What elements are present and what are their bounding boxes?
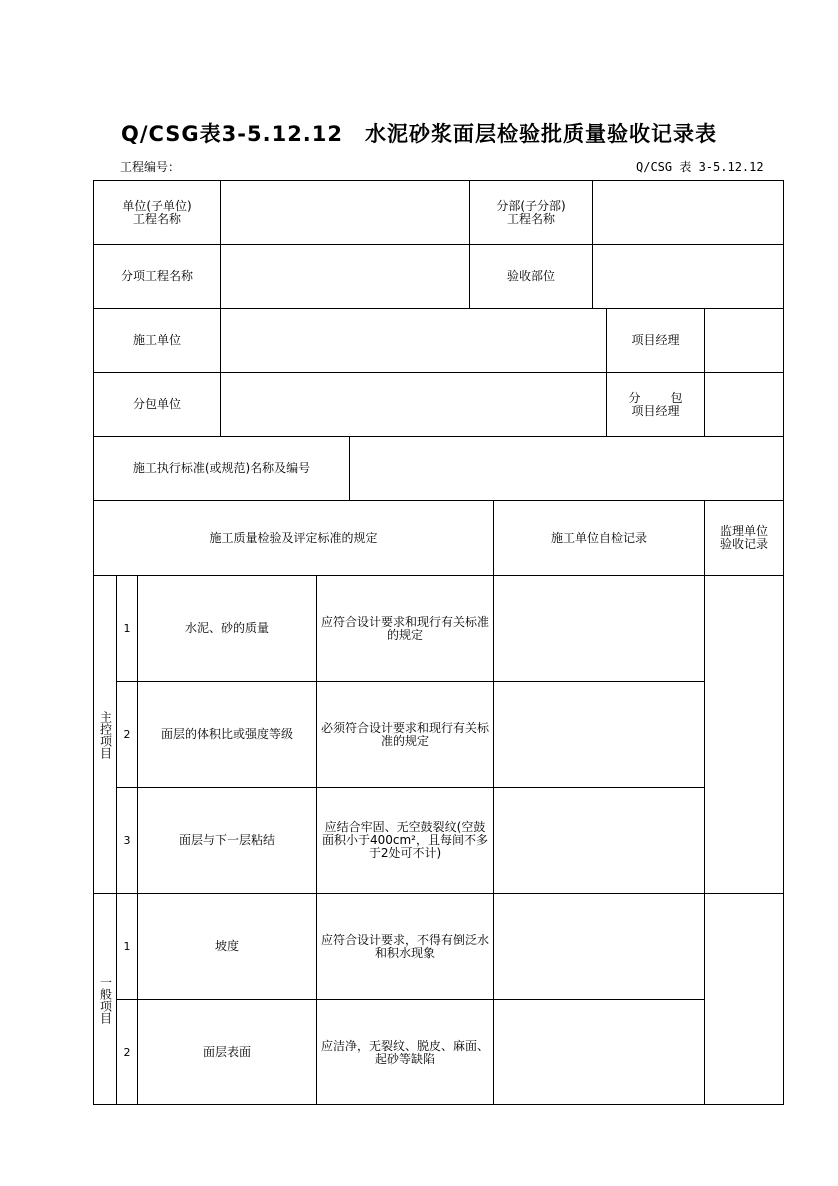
subcontract-unit-label: 分包单位 — [132, 397, 181, 411]
item-project-value[interactable] — [221, 245, 469, 308]
general-item-self-check[interactable] — [494, 894, 704, 999]
general-item-no: 2 — [123, 1046, 131, 1059]
unit-project-label: 单位(子单位) 工程名称 — [122, 198, 192, 226]
project-manager-label: 项目经理 — [631, 333, 680, 347]
form-code: Q/CSG 表 3-5.12.12 — [636, 160, 764, 174]
main-item-self-check[interactable] — [494, 682, 704, 787]
self-check-column-header: 施工单位自检记录 — [550, 530, 647, 545]
sub-manager-label: 分 包 项目经理 — [628, 390, 683, 418]
general-item-requirement: 应符合设计要求，不得有倒泛水和积水现象 — [321, 932, 490, 960]
form-title: Q/CSG表3-5.12.12 水泥砂浆面层检验批质量验收记录表 — [120, 122, 718, 146]
sub-manager-value[interactable] — [705, 373, 783, 436]
construction-unit-label: 施工单位 — [132, 333, 181, 347]
project-manager-value[interactable] — [705, 309, 783, 372]
main-item-requirement: 应符合设计要求和现行有关标准的规定 — [321, 614, 490, 642]
sub-project-label: 分部(子分部) 工程名称 — [496, 198, 566, 226]
main-supervisor-record[interactable] — [705, 576, 783, 893]
general-supervisor-record[interactable] — [705, 894, 783, 1105]
sub-project-value[interactable] — [593, 181, 783, 244]
main-item-no: 3 — [123, 834, 131, 847]
main-item-no: 1 — [123, 622, 131, 635]
standard-column-header: 施工质量检验及评定标准的规定 — [209, 530, 378, 545]
main-control-group-label: 主控项目 — [98, 710, 113, 759]
general-item-self-check[interactable] — [494, 1000, 704, 1105]
subcontract-unit-value[interactable] — [221, 373, 606, 436]
general-item-name: 坡度 — [214, 939, 239, 953]
general-item-no: 1 — [123, 940, 131, 953]
main-item-self-check[interactable] — [494, 576, 704, 681]
main-item-self-check[interactable] — [494, 788, 704, 893]
inspection-table — [93, 180, 784, 1105]
item-project-label: 分项工程名称 — [120, 269, 193, 283]
main-item-requirement: 必须符合设计要求和现行有关标准的规定 — [321, 720, 490, 748]
standard-value[interactable] — [350, 437, 783, 500]
standard-label: 施工执行标准(或规范)名称及编号 — [132, 461, 311, 475]
general-item-name: 面层表面 — [202, 1045, 251, 1059]
main-item-name: 面层的体积比或强度等级 — [160, 727, 293, 741]
construction-unit-value[interactable] — [221, 309, 606, 372]
general-item-requirement: 应洁净，无裂纹、脱皮、麻面、起砂等缺陷 — [321, 1038, 490, 1066]
project-no-label: 工程编号： — [120, 160, 181, 174]
supervisor-column-header: 监理单位 验收记录 — [719, 524, 768, 551]
main-item-requirement: 应结合牢固、无空鼓裂纹(空鼓面积小于400cm²，且每间不多于2处可不计) — [321, 820, 488, 860]
main-item-name: 面层与下一层粘结 — [178, 833, 275, 847]
acceptance-part-value[interactable] — [593, 245, 783, 308]
general-group-label: 一般项目 — [98, 975, 113, 1024]
main-item-name: 水泥、砂的质量 — [184, 621, 269, 635]
main-item-no: 2 — [123, 728, 131, 741]
unit-project-value[interactable] — [221, 181, 469, 244]
acceptance-part-label: 验收部位 — [506, 269, 555, 283]
